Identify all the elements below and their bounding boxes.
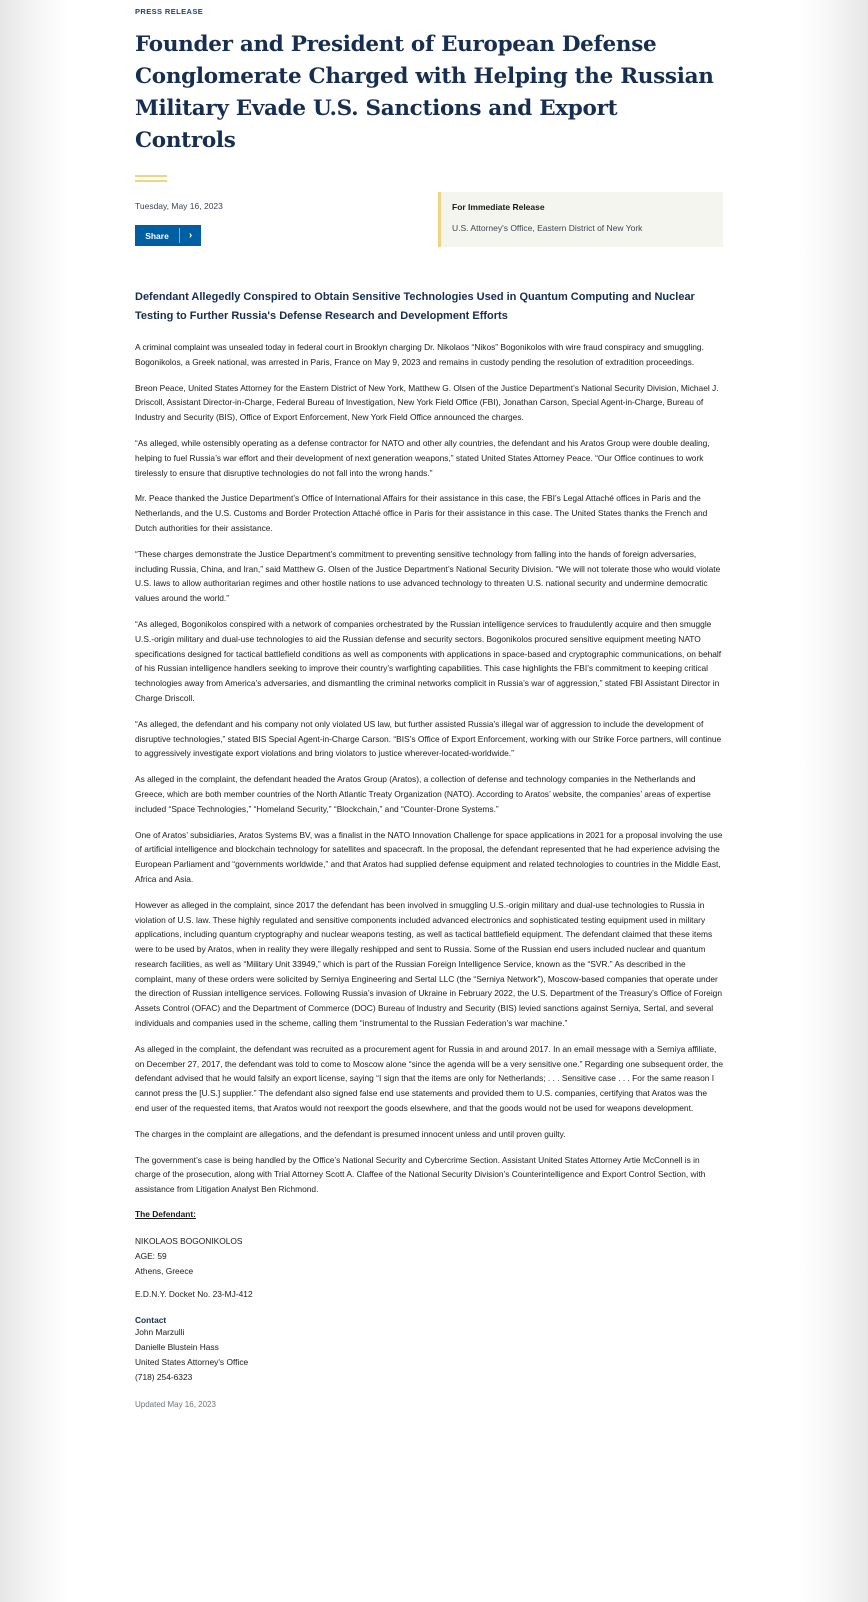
press-release-page	[135, 0, 723, 1409]
body-paragraph: The charges in the complaint are allegations, and the defendant is presumed innocent unless and until proven guilty.	[135, 1128, 566, 1139]
share-button-label: Share	[145, 230, 169, 241]
page-title: Founder and President of European Defense Conglomerate Charged with Helping the Russian Military Evade U.S. Sanctions and Export Controls	[135, 32, 714, 153]
contact-line: John Marzulli	[135, 1327, 185, 1338]
body-paragraph: As alleged in the complaint, the defendant was recruited as a procurement agent for Russia in and around 2017. In an email message with a Serniya affiliate, on December 27, 2017, the defendant was told to come to Moscow alone “since the agenda will be a very sensitive one.” Regarding one subsequent order, the defendant advised that he would falsify an export license, saying “I sign that the items are only for Netherlands; . . . Sensitive case . . . For the same reason I cannot press the [U.S.] supplier.” The defendant also signed false end use statements and provided them to U.S. companies, certifying that Aratos was the end user of the requested items, that Aratos would not reexport the goods elsewhere, and that the goods would not be used for weapons development.	[135, 1043, 724, 1114]
release-date: Tuesday, May 16, 2023	[135, 201, 223, 211]
contact-heading: Contact	[135, 1315, 167, 1326]
body-paragraph: “These charges demonstrate the Justice Department’s commitment to preventing sensitive technology from falling into the hands of foreign adversaries, including Russia, China, and Iran,” said Matthew G. Olsen of the Justice Department’s National Security Division. “We will not tolerate those who would violate U.S. laws to allow authoritarian regimes and other hostile nations to use advanced technology to threaten U.S. national security and undermine democratic values around the world.”	[135, 548, 721, 604]
release-info-box	[438, 192, 723, 247]
article-body	[135, 340, 723, 1197]
defendant-name: NIKOLAOS BOGONIKOLOS	[135, 1236, 243, 1247]
chevron-right-icon: ›	[188, 230, 193, 241]
contact-phone: (718) 254-6323	[135, 1371, 193, 1382]
body-paragraph: A criminal complaint was unsealed today in federal court in Brooklyn charging Dr. Nikolaos “Nikos” Bogonikolos with wire fraud conspiracy and smuggling. Bogonikolos, a Greek national, was arrested in Paris, France on May 9, 2023 and remains in custody pending the resolution of extradition proceedings.	[135, 342, 704, 367]
body-paragraph: “As alleged, the defendant and his company not only violated US law, but further assisted Russia’s illegal war of aggression to include the development of disruptive technologies,” stated BIS Special Agent-in-Charge Carson. “BIS’s Office of Export Enforcement, working with our Strike Force partners, will continue to aggressively investigate export violations and bring violators to justice wherever-located-worldwide.”	[135, 718, 722, 759]
updated-date: Updated May 16, 2023	[135, 1399, 216, 1409]
body-paragraph: One of Aratos’ subsidiaries, Aratos Systems BV, was a finalist in the NATO Innovation Challenge for space applications in 2021 for a proposal involving the use of artificial intelligence and blockchain technology for satellites and spacecraft. In the proposal, the defendant represented that he had experience advising the European Parliament and “governments worldwide,” and that Aratos had supplied defense equipment and related technologies to countries in the Middle East, Africa and Asia.	[135, 829, 723, 884]
docket-number: E.D.N.Y. Docket No. 23-MJ-412	[135, 1289, 253, 1300]
body-paragraph: “As alleged, while ostensibly operating as a defense contractor for NATO and other ally countries, the defendant and his Aratos Group were double dealing, helping to fuel Russia’s war effort and their development of next generation weapons,” stated United States Attorney Peace. “Our Office continues to work tirelessly to ensure that disruptive technologies do not fall into the wrong hands.”	[135, 437, 710, 478]
defendant-location: Athens, Greece	[135, 1265, 194, 1276]
body-paragraph: Mr. Peace thanked the Justice Department’s Office of International Affairs for their assistance in this case, the FBI’s Legal Attaché offices in Paris and the Netherlands, and the U.S. Customs and Border Protection Attaché office in Paris for their assistance in this case. The United States thanks the French and Dutch authorities for their assistance.	[135, 493, 708, 533]
body-paragraph: However as alleged in the complaint, since 2017 the defendant has been involved in smuggling U.S.-origin military and dual-use technologies to Russia in violation of U.S. law. These highly regulated and sensitive components included advanced electronics and sophisticated testing equipment used in military applications, including quantum cryptography and nuclear weapons testing, as well as tactical battlefield equipment. The defendant claimed that these items were to be used by Aratos, when in reality they were illegally reshipped and sent to Russia. Some of the Russian end users included nuclear and quantum research facilities, as well as “Military Unit 33949,” which is part of the Russian Foreign Intelligence Service, known as the “SVR.” As described in the complaint, many of these orders were solicited by Serniya Engineering and Sertal LLC (the “Serniya Network”), Moscow-based companies that operate under the direction of Russian intelligence services. Following Russia’s invasion of Ukraine in February 2022, the U.S. Department of the Treasury’s Office of Foreign Assets Control (OFAC) and the Department of Commerce (DOC) Bureau of Industry and Security (BIS) levied sanctions against Serniya, Sertal, and several individuals and companies used in the scheme, calling them “instrumental to the Russian Federation’s war machine.”	[135, 899, 723, 1029]
press-release-label: PRESS RELEASE	[135, 7, 204, 16]
contact-line: United States Attorney's Office	[135, 1357, 249, 1368]
contact-line: Danielle Blustein Hass	[135, 1342, 219, 1353]
defendant-heading: The Defendant:	[135, 1209, 196, 1220]
article-subtitle: Defendant Allegedly Conspired to Obtain Sensitive Technologies Used in Quantum Computing and Nuclear Testing to Further Russia's Defense Research and Development Efforts	[135, 291, 695, 322]
release-office: U.S. Attorney's Office, Eastern District of New York	[452, 223, 643, 233]
body-paragraph: Breon Peace, United States Attorney for the Eastern District of New York, Matthew G. Olsen of the Justice Department’s National Security Division, Michael J. Driscoll, Assistant Director-in-Charge, Federal Bureau of Investigation, New York Field Office (FBI), Jonathan Carson, Special Agent-in-Charge, Bureau of Industry and Security (BIS), Office of Export Enforcement, New York Field Office announced the charges.	[135, 382, 719, 423]
title-divider	[135, 175, 167, 182]
contact-block	[135, 1325, 723, 1384]
body-paragraph: The government’s case is being handled by the Office’s National Security and Cybercrime Section. Assistant United States Attorney Artie McConnell is in charge of the prosecution, along with Trial Attorney Scott A. Claffee of the National Security Division’s Counterintelligence and Export Control Section, with assistance from Litigation Analyst Ben Richmond.	[135, 1154, 706, 1195]
body-paragraph: As alleged in the complaint, the defendant headed the Aratos Group (Aratos), a collection of defense and technology companies in the Netherlands and Greece, which are both member countries of the North Atlantic Treaty Organization (NATO). According to Aratos’ website, the companies’ areas of expertise included “Space Technologies,” “Homeland Security,” “Blockchain,” and “Counter-Drone Systems.”	[135, 774, 711, 814]
body-paragraph: “As alleged, Bogonikolos conspired with a network of companies orchestrated by the Russian intelligence services to fraudulently acquire and then smuggle U.S.-origin military and dual-use technologies to aid the Russian defense and security sectors. Bogonikolos procured sensitive equipment meeting NATO specifications designed for tactical battlefield conditions as well as components with applications in space-based and cryptographic communications, on behalf of his Russian intelligence handlers seeking to improve their country’s warfighting capabilities. This case highlights the FBI’s commitment to keeping critical technologies away from America’s adversaries, and dismantling the criminal networks complicit in Russia’s war of aggression,” stated FBI Assistant Director in Charge Driscoll.	[135, 618, 722, 703]
release-label: For Immediate Release	[452, 202, 545, 212]
share-button[interactable]	[135, 225, 201, 246]
meta-row	[135, 192, 723, 262]
defendant-details	[135, 1234, 723, 1278]
defendant-age: AGE: 59	[135, 1250, 167, 1261]
